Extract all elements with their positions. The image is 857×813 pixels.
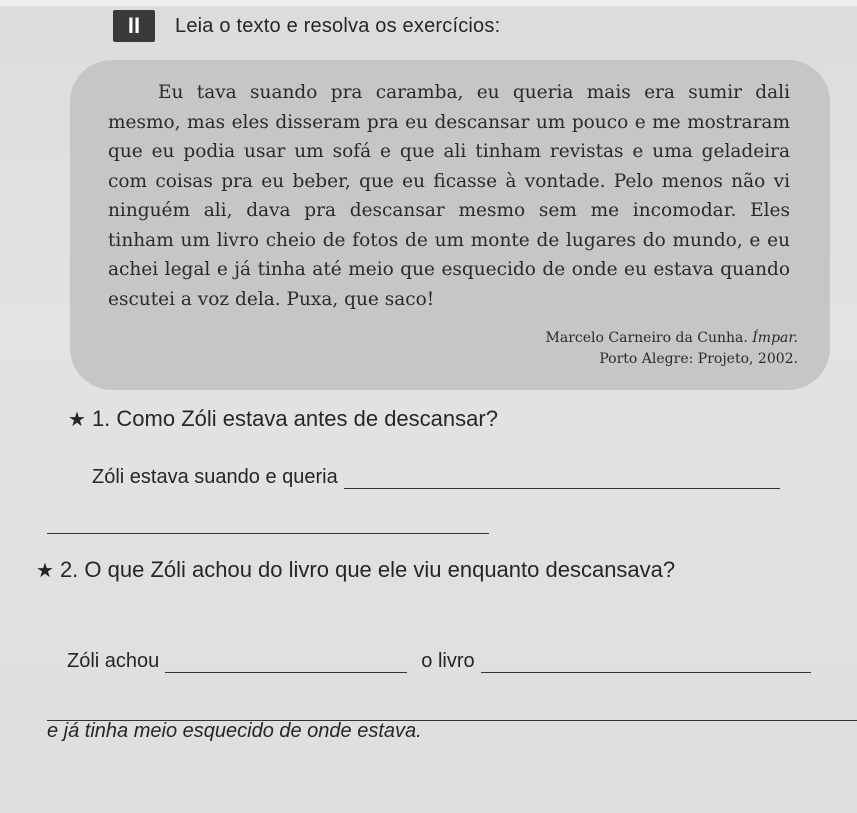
answer-2-blank-1[interactable] (165, 671, 407, 673)
answer-2 (67, 650, 811, 673)
answer-1-blank[interactable] (344, 487, 780, 489)
answer-1-blank-line-2[interactable] (47, 533, 489, 534)
answer-2-middle: o livro (421, 650, 475, 672)
instruction-text: Leia o texto e resolva os exercícios: (175, 14, 501, 37)
question-1 (68, 406, 498, 432)
answer-1-prefix: Zóli estava suando e queria (92, 466, 338, 488)
star-icon: ★ (36, 560, 54, 582)
question-2-text: 2. O que Zóli achou do livro que ele viu enquanto descansava? (59, 557, 676, 582)
answer-2-suffix: e já tinha meio esquecido de onde estava. (47, 720, 422, 742)
answer-2-blank-2[interactable] (481, 671, 811, 673)
page-top-edge (0, 0, 857, 6)
answer-1 (92, 466, 780, 489)
citation-line-1 (546, 328, 798, 349)
question-2 (36, 553, 836, 588)
passage-text: Eu tava suando pra caramba, eu queria mais era sumir dali mesmo, mas eles disseram pra eu descansar um pouco e me mostraram que eu podia usar um sofá e que ali tinham revistas e uma geladeira com coisas pra eu beber, que eu ficasse à vontade. Pelo menos não vi ninguém ali, dava pra descansar mesmo sem me incomodar. Eles tinham um livro cheio de fotos de um monte de lugares do mundo, e eu achei legal e já tinha até meio que esquecido de onde eu estava quando escutei a voz dela. Puxa, que saco! (108, 82, 790, 310)
answer-2-prefix: Zóli achou (67, 650, 160, 672)
star-icon: ★ (68, 409, 86, 431)
exercise-header (113, 8, 500, 44)
citation-title: Ímpar. (752, 330, 798, 346)
citation-publisher: Porto Alegre: Projeto, 2002. (599, 351, 798, 367)
reading-passage-box (70, 60, 830, 390)
passage-citation (546, 328, 798, 370)
section-number-badge: II (113, 10, 155, 42)
citation-author: Marcelo Carneiro da Cunha. (545, 330, 748, 346)
question-1-text: 1. Como Zóli estava antes de descansar? (91, 406, 498, 431)
